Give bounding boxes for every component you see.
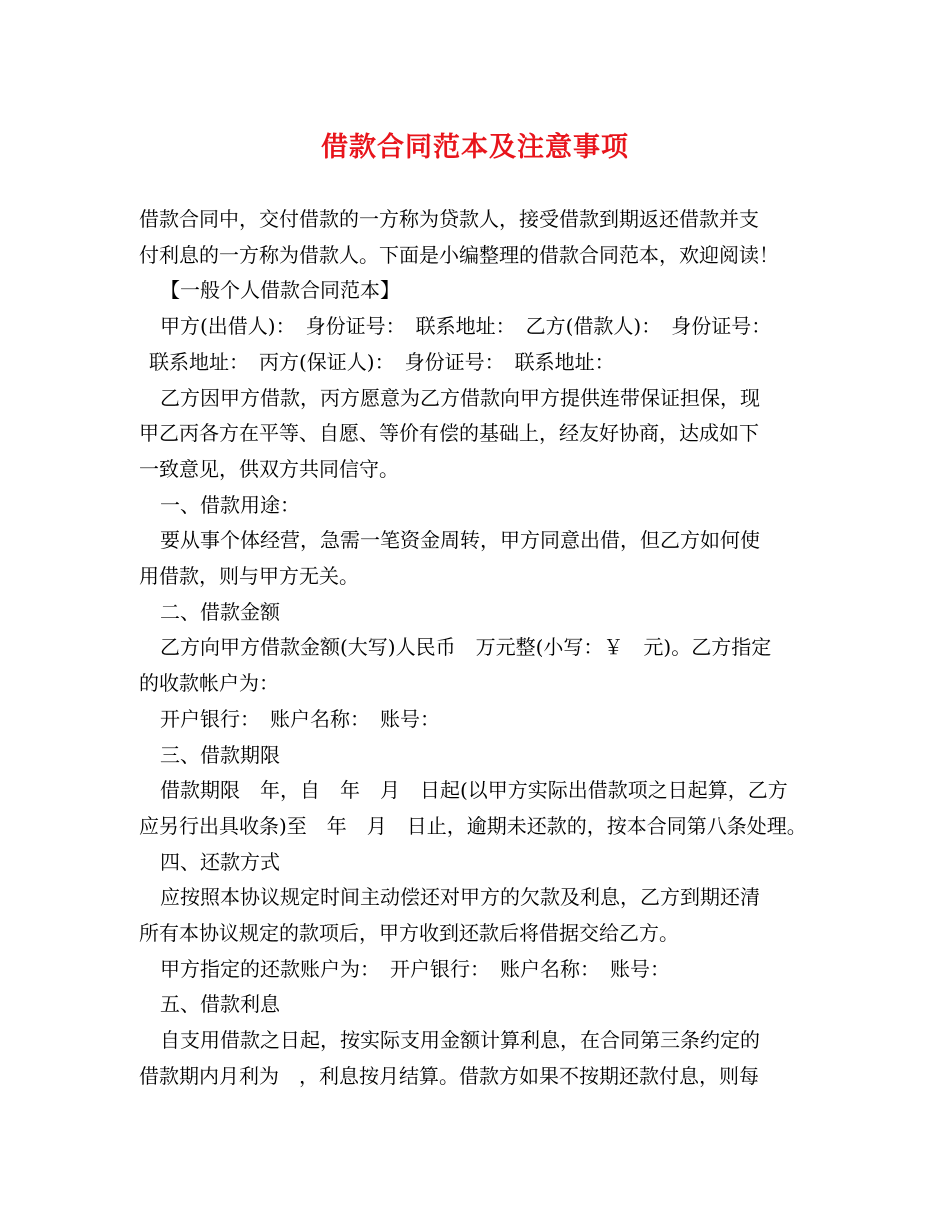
paragraph-line: 借款期内月利为 ，利息按月结算。借款方如果不按期还款付息，则每 <box>139 1063 759 1088</box>
document-title: 借款合同范本及注意事项 <box>321 132 629 163</box>
clause-heading: 三、借款期限 <box>160 742 280 767</box>
paragraph-line: 乙方向甲方借款金额(大写)人民币 万元整(小写：￥ 元)。乙方指定 <box>160 635 772 660</box>
paragraph-line: 一致意见，供双方共同信守。 <box>139 456 399 481</box>
paragraph-line: 借款期限 年，自 年 月 日起(以甲方实际出借款项之日起算，乙方 <box>160 778 788 803</box>
paragraph-line: 甲乙丙各方在平等、自愿、等价有偿的基础上，经友好协商，达成如下 <box>139 421 759 446</box>
clause-heading: 四、还款方式 <box>160 849 280 874</box>
paragraph-line: 乙方因甲方借款，丙方愿意为乙方借款向甲方提供连带保证担保，现 <box>160 385 760 410</box>
paragraph-line: 所有本协议规定的款项后，甲方收到还款后将借据交给乙方。 <box>139 921 679 946</box>
clause-heading: 一、借款用途： <box>160 492 300 517</box>
paragraph-line: 付利息的一方称为借款人。下面是小编整理的借款合同范本，欢迎阅读！ <box>139 242 779 267</box>
paragraph-line: 甲方指定的还款账户为： 开户银行： 账户名称： 账号： <box>160 956 670 981</box>
paragraph-line: 的收款帐户为： <box>139 671 279 696</box>
paragraph-line: 甲方(出借人)： 身份证号： 联系地址： 乙方(借款人)： 身份证号： <box>160 314 772 339</box>
paragraph-line: 用借款，则与甲方无关。 <box>139 564 359 589</box>
paragraph-line: 自支用借款之日起，按实际支用金额计算利息，在合同第三条约定的 <box>160 1028 760 1053</box>
paragraph-line: 开户银行： 账户名称： 账号： <box>160 706 440 731</box>
paragraph-line: 联系地址： 丙方(保证人)： 身份证号： 联系地址： <box>149 349 615 374</box>
clause-heading: 五、借款利息 <box>160 992 280 1017</box>
paragraph-line: 借款合同中，交付借款的一方称为贷款人，接受借款到期返还借款并支 <box>139 207 759 231</box>
section-heading: 【一般个人借款合同范本】 <box>160 278 400 303</box>
document-body <box>139 202 819 1095</box>
paragraph-line: 要从事个体经营，急需一笔资金周转，甲方同意出借，但乙方如何使 <box>160 528 760 553</box>
paragraph-line: 应另行出具收条)至 年 月 日止，逾期未还款的，按本合同第八条处理。 <box>139 813 807 838</box>
clause-heading: 二、借款金额 <box>160 599 280 624</box>
paragraph-line: 应按照本协议规定时间主动偿还对甲方的欠款及利息，乙方到期还清 <box>160 885 760 910</box>
